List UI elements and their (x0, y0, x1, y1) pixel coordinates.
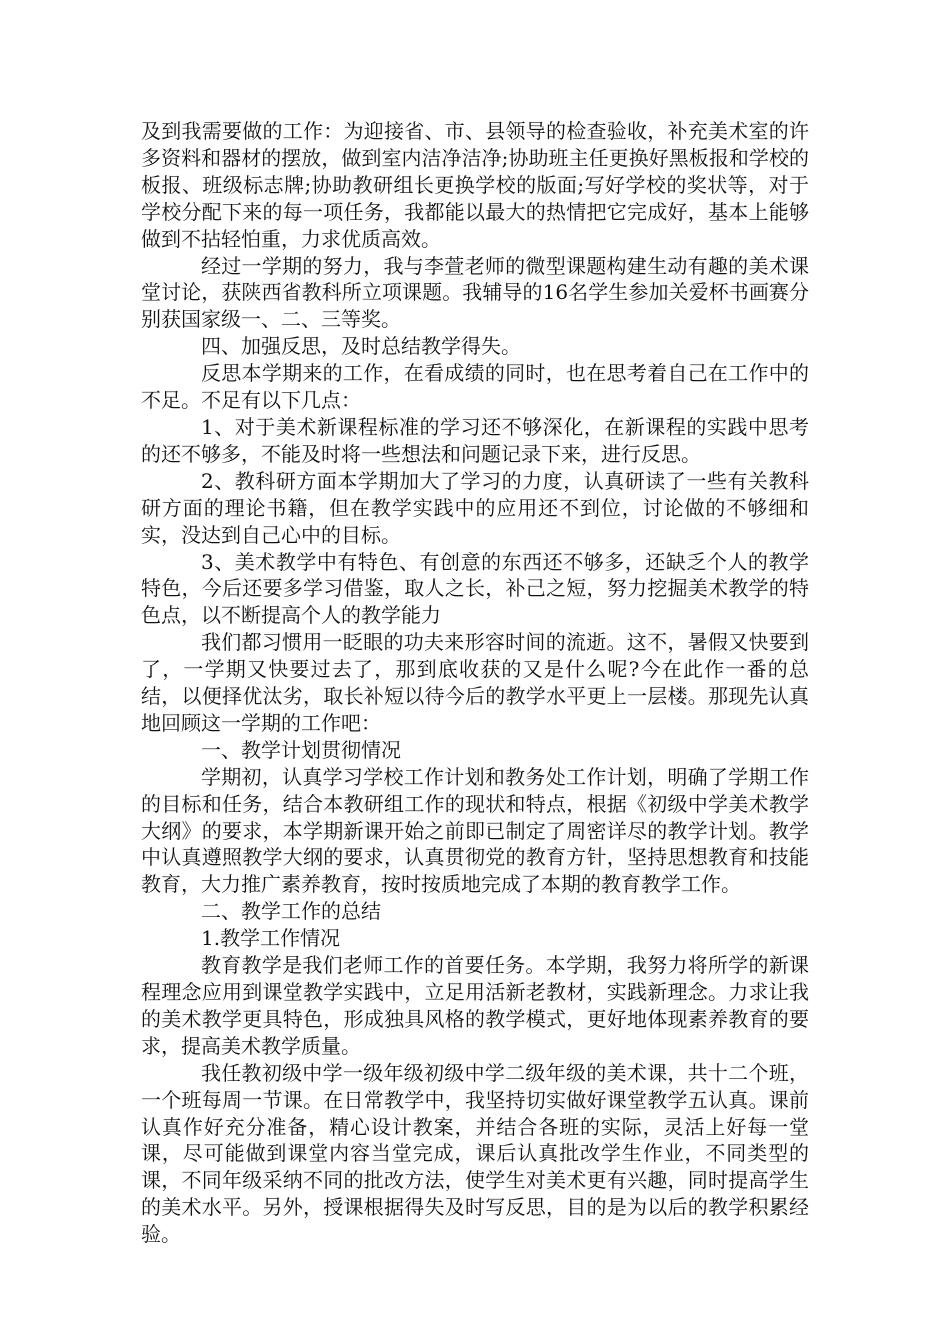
paragraph-shortcoming-3: 3、美术教学中有特色、有创意的东西还不够多，还缺乏个人的教学特色，今后还要多学习借鉴，取人之长，补己之短，努力挖掘美术教学的特色点，以不断提高个人的教学能力 (141, 549, 809, 628)
paragraph-plan: 学期初，认真学习学校工作计划和教务处工作计划，明确了学期工作的目标和任务，结合本教研组工作的现状和特点，根据《初级中学美术教学大纲》的要求，本学期新课开始之前即已制定了周密详尽的教学计划。教学中认真遵照教学大纲的要求，认真贯彻党的教育方针，坚持思想教育和技能教育，大力推广素养教育，按时按质地完成了本期的教育教学工作。 (141, 764, 809, 897)
section-heading-work-summary: 二、教学工作的总结 (201, 899, 381, 924)
document-body (141, 118, 809, 1248)
paragraph-teaching-task: 教育教学是我们老师工作的首要任务。本学期，我努力将所学的新课程理念应用到课堂教学实践中，立足用活新老教材，实践新理念。力求让我的美术教学更具特色，形成独具风格的教学模式，更好地体现素养教育的要求，提高美术教学质量。 (141, 953, 809, 1058)
section-heading-plan: 一、教学计划贯彻情况 (201, 737, 401, 762)
paragraph-reflection-intro: 反思本学期来的工作，在看成绩的同时，也在思考着自己在工作中的不足。不足有以下几点： (141, 361, 809, 413)
paragraph-continuation: 及到我需要做的工作：为迎接省、市、县领导的检查验收，补充美术室的许多资料和器材的摆放，做到室内洁净洁净;协助班主任更换好黑板报和学校的板报、班级标志牌;协助教研组长更换学校的版面;写好学校的奖状等，对于学校分配下来的每一项任务，我都能以最大的热情把它完成好，基本上能够做到不拈轻怕重，力求优质高效。 (141, 119, 809, 251)
paragraph-shortcoming-2: 2、教科研方面本学期加大了学习的力度，认真研读了一些有关教科研方面的理论书籍，但在教学实践中的应用还不到位，讨论做的不够细和实，没达到自己心中的目标。 (141, 468, 809, 547)
paragraph-summary-intro: 我们都习惯用一眨眼的功夫来形容时间的流逝。这不，暑假又快要到了，一学期又快要过去了，那到底收获的又是什么呢?今在此作一番的总结，以便择优汰劣，取长补短以待今后的教学水平更上一层楼。那现先认真地回顾这一学期的工作吧： (141, 630, 809, 735)
paragraph-teaching-detail: 我任教初级中学一级年级初级中学二级年级的美术课，共十二个班，一个班每周一节课。在日常教学中，我坚持切实做好课堂教学五认真。课前认真作好充分准备，精心设计教案，并结合各班的实际，灵活上好每一堂课，尽可能做到课堂内容当堂完成，课后认真批改学生作业，不同类型的课，不同年级采纳不同的批改方法，使学生对美术更有兴趣，同时提高学生的美术水平。另外，授课根据得失及时写反思，目的是为以后的教学积累经验。 (141, 1060, 809, 1247)
paragraph-research-award: 经过一学期的努力，我与李萱老师的微型课题构建生动有趣的美术课堂讨论，获陕西省教科所立项课题。我辅导的16名学生参加关爱杯书画赛分别获国家级一、二、三等奖。 (141, 253, 809, 332)
subsection-heading-teaching: 1.教学工作情况 (201, 926, 341, 951)
section-heading-reflection: 四、加强反思，及时总结教学得失。 (201, 334, 521, 359)
paragraph-shortcoming-1: 1、对于美术新课程标准的学习还不够深化，在新课程的实践中思考的还不够多，不能及时将一些想法和问题记录下来，进行反思。 (141, 414, 809, 466)
